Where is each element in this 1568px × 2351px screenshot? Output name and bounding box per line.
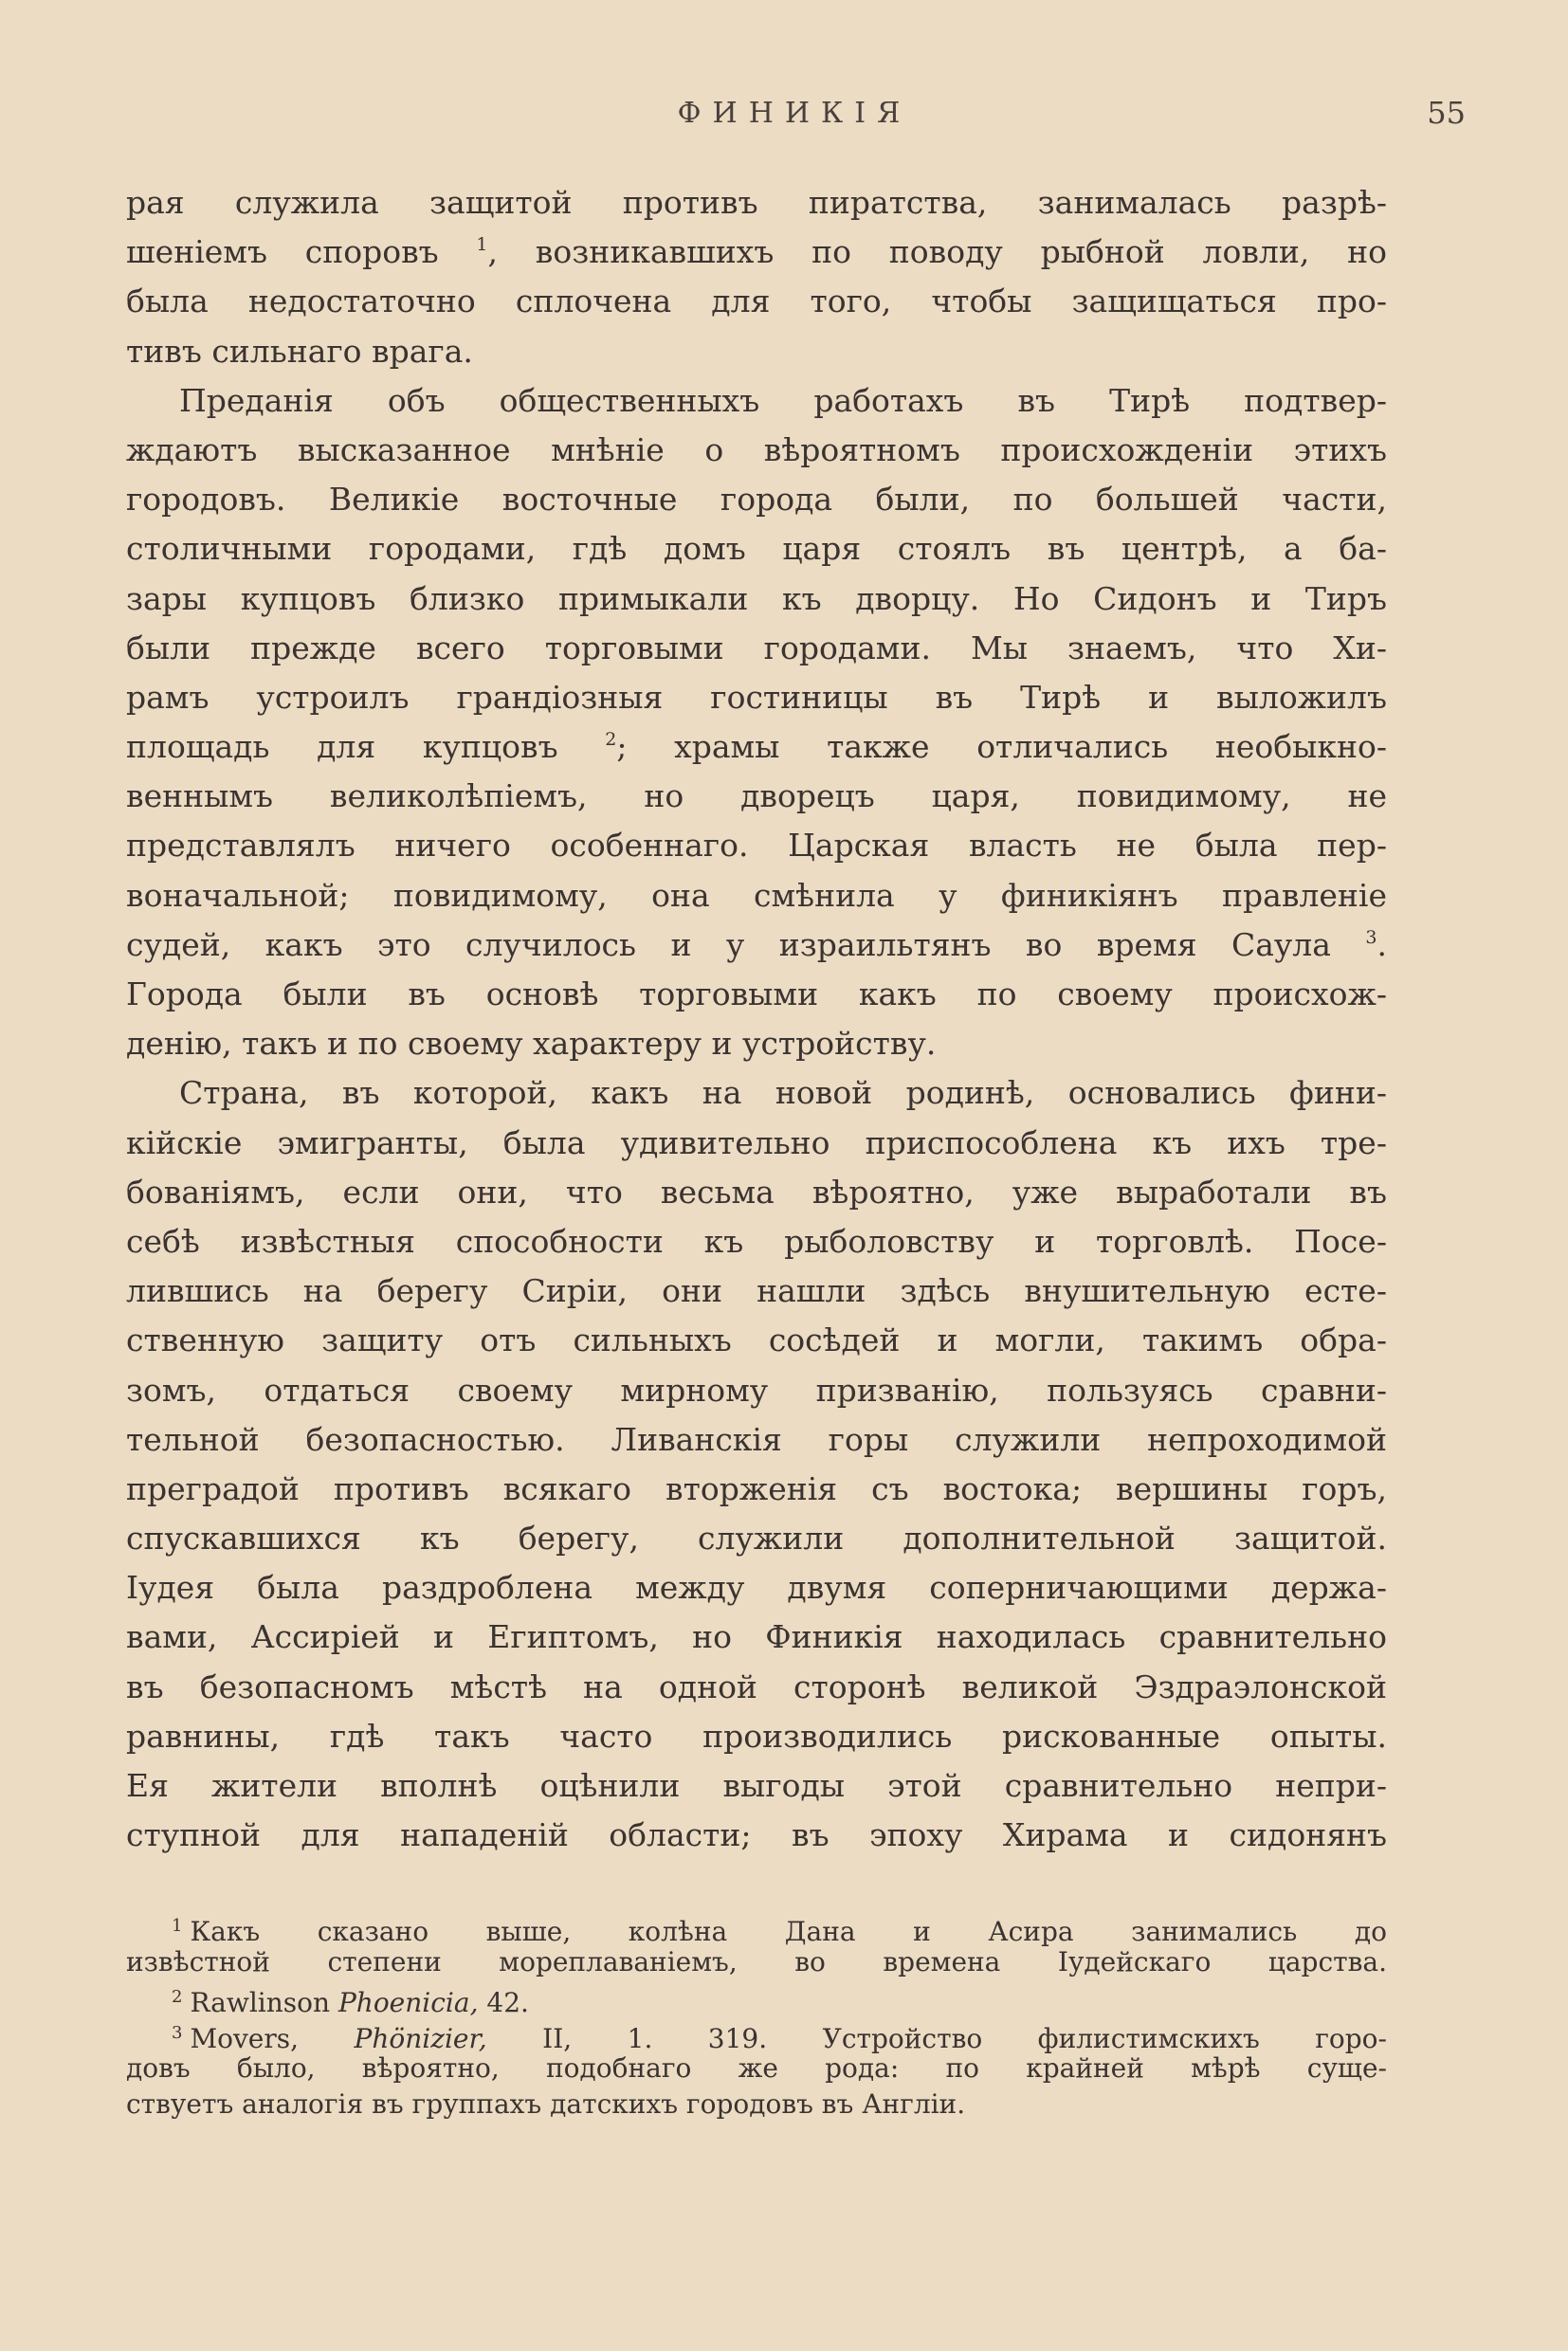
footnote-mark: 1 [172,1916,183,1936]
footnote-text: Какъ сказано выше, колѣна Дана и Асира занимались до [190,1916,1387,1947]
text-line: Страна, въ которой, какъ на новой родинѣ, основались фини- [179,1074,1387,1112]
text-line: были прежде всего торговыми городами. Мы знаемъ, что Хи- [126,629,1387,666]
text-line: городовъ. Великіе восточные города были, по большей части, [126,481,1387,519]
text-span: . [1377,925,1387,963]
body-text [126,178,1387,1860]
footnote-2 [126,1979,1387,2018]
footnote-3-cont: ствуетъ аналогія въ группахъ датскихъ городовъ въ Англіи. [126,2087,966,2120]
text-line: ждаютъ высказанное мнѣніе о вѣроятномъ происхожденіи этихъ [126,430,1387,468]
text-line: бованіямъ, если они, что весьма вѣроятно, уже выработали въ [126,1173,1387,1211]
text-line: вами, Ассиріей и Египтомъ, но Финикія находилась сравнительно [126,1618,1387,1656]
text-line: зары купцовъ близко примыкали къ дворцу. Но Сидонъ и Тиръ [126,579,1387,617]
footnote-1-cont: извѣстной степени мореплаваніемъ, во времена Іудейскаго царства. [126,1945,1387,1977]
text-line: кійскіе эмигранты, была удивительно приспособлена къ ихъ тре- [126,1123,1387,1161]
text-line: Іудея была раздроблена между двумя соперничающими держа- [126,1569,1387,1607]
text-span: , возникавшихъ по поводу рыбной ловли, но [487,233,1387,271]
text-line [126,920,1387,970]
footnote-ref: 2 [605,729,617,751]
text-line: преградой противъ всякаго вторженія съ востока; вершины горъ, [126,1469,1387,1507]
footnote-author: Movers, [190,2022,300,2054]
text-line: въ безопасномъ мѣстѣ на одной сторонѣ великой Эздраэлонской [126,1668,1387,1705]
text-line: представлялъ ничего особеннаго. Царская власть не была пер- [126,827,1387,865]
footnote-author: Rawlinson [190,1987,331,2018]
text-line [126,722,1387,772]
footnote-ref: 3 [1365,926,1377,948]
footnote-3-cont: довъ было, вѣроятно, подобнаго же рода: по крайней мѣрѣ суще- [126,2052,1387,2084]
text-line: рая служила защитой противъ пиратства, занималась разрѣ- [126,184,1387,221]
running-title: ФИНИКІЯ [677,97,912,130]
text-span: шеніемъ споровъ [126,233,439,271]
text-span: площадь для купцовъ [126,728,558,766]
text-span: судей, какъ это случилось и у израильтянъ во время Саула [126,925,1331,963]
footnote-mark: 3 [172,2022,183,2043]
text-line: тивъ сильнаго врага. [126,332,473,370]
footnote-ref: 1 [476,234,488,256]
footnote-work-title: Phönizier, [354,2022,487,2054]
page-number: 55 [1427,95,1466,131]
text-line: ственную защиту отъ сильныхъ сосѣдей и могли, такимъ обра- [126,1321,1387,1359]
footnotes [126,1908,1387,2122]
text-line: Преданія объ общественныхъ работахъ въ Тирѣ подтвер- [179,381,1387,419]
text-line: веннымъ великолѣпіемъ, но дворецъ царя, повидимому, не [126,777,1387,815]
text-line: себѣ извѣстныя способности къ рыболовству и торговлѣ. Посе- [126,1222,1387,1260]
footnote-3 [126,2015,1387,2054]
footnote-mark: 2 [172,1987,183,2007]
text-span: ; храмы также отличались необыкно- [616,728,1387,766]
footnote-page: 42. [486,1987,529,2018]
text-line: денію, такъ и по своему характеру и устройству. [126,1025,937,1063]
text-line [126,228,1387,277]
footnote-1 [126,1908,1387,1947]
text-line: ступной для нападеній области; въ эпоху Хирама и сидонянъ [126,1816,1387,1854]
text-line: Города были въ основѣ торговыми какъ по своему происхож- [126,975,1387,1012]
text-line: столичными городами, гдѣ домъ царя стоялъ въ центрѣ, а ба- [126,530,1387,568]
text-line: лившись на берегу Сиріи, они нашли здѣсь внушительную есте- [126,1272,1387,1310]
text-line: была недостаточно сплочена для того, чтобы защищаться про- [126,282,1387,320]
text-line: рамъ устроилъ грандіозныя гостиницы въ Тирѣ и выложилъ [126,678,1387,716]
text-line: зомъ, отдаться своему мирному призванію, пользуясь сравни- [126,1371,1387,1409]
text-line: Ея жители вполнѣ оцѣнили выгоды этой сравнительно непри- [126,1767,1387,1804]
running-head [123,97,1466,144]
text-line: тельной безопасностью. Ливанскія горы служили непроходимой [126,1420,1387,1458]
text-line: равнины, гдѣ такъ часто производились рискованные опыты. [126,1717,1387,1755]
footnote-work-title: Phoenicia, [337,1987,479,2018]
text-line: спускавшихся къ берегу, служили дополнительной защитой. [126,1520,1387,1558]
footnote-text: II, 1. 319. Устройство филистимскихъ горо- [542,2022,1387,2054]
text-line: воначальной; повидимому, она смѣнила у финикіянъ правленіе [126,876,1387,914]
